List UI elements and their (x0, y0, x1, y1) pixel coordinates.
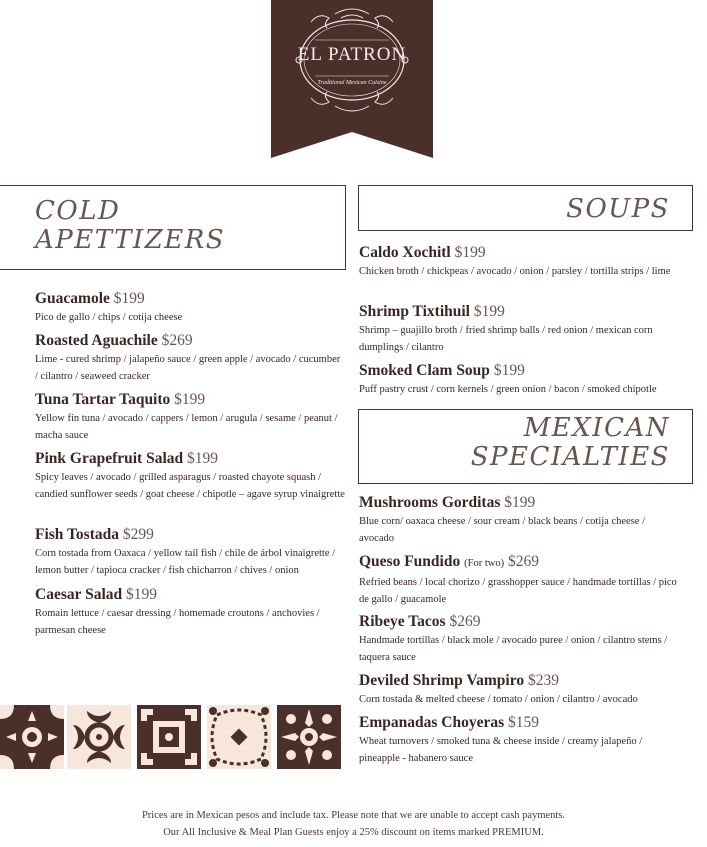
item-description: Chicken broth / chickpeas / avocado / onion / parsley / tortilla strips / lime (359, 266, 671, 277)
item-name: Guacamole (35, 290, 110, 307)
menu-item (359, 671, 679, 708)
item-name: Empanadas Choyeras (359, 714, 505, 731)
title-line: COLD (35, 196, 121, 226)
tile-pattern-icon (277, 705, 341, 769)
item-description: Lime - cured shrimp / jalapeño sauce / green apple / avocado / cucumber / cilantro / seaweed cracker (35, 354, 341, 382)
tile-pattern-icon (67, 705, 131, 769)
cold-appetizers-header (0, 185, 346, 270)
item-price: $239 (527, 672, 559, 689)
item-description: Refried beans / local chorizo / grasshopper sauce / handmade tortillas / pico de gallo / guacamole (359, 577, 677, 605)
item-price: $199 (454, 244, 486, 261)
menu-item (35, 390, 345, 444)
mexican-specialties-title (471, 414, 670, 472)
item-description: Yellow fin tuna / avocado / cappers / lemon / arugula / sesame / peanut / macha sauce (35, 413, 338, 441)
menu-item (359, 612, 679, 666)
item-name: Queso Fundido (359, 553, 461, 570)
tile-pattern-icon (137, 705, 201, 769)
item-price: $199 (126, 586, 158, 603)
item-price: $199 (473, 303, 505, 320)
menu-item (359, 243, 679, 280)
mexican-specialties-header (358, 409, 693, 484)
item-price: $159 (508, 714, 539, 731)
tile-pattern-icon (207, 705, 271, 769)
item-name: Smoked Clam Soup (359, 362, 490, 379)
soups-title: SOUPS (566, 194, 670, 224)
item-description: Romain lettuce / caesar dressing / homemade croutons / anchovies / parmesan cheese (35, 608, 320, 636)
item-name: Caldo Xochitl (359, 244, 451, 261)
item-description: Spicy leaves / avocado / grilled asparagus / roasted chayote squash / candied sunflower seeds / goat cheese / chipotle – agave syrup vinaigrette (35, 472, 345, 500)
item-price: $199 (187, 450, 219, 467)
item-description: Shrimp – guajillo broth / fried shrimp balls / red onion / mexican corn dumplings / cilantro (359, 325, 653, 353)
item-price: $269 (449, 613, 481, 630)
footer-line: Our All Inclusive & Meal Plan Guests enjoy a 25% discount on items marked PREMIUM. (163, 827, 544, 838)
item-name: Tuna Tartar Taquito (35, 391, 171, 408)
item-name: Ribeye Tacos (359, 613, 446, 630)
item-name: Caesar Salad (35, 586, 123, 603)
item-name: Mushrooms Gorditas (359, 494, 501, 511)
item-name: Deviled Shrimp Vampiro (359, 672, 525, 689)
menu-item (35, 525, 345, 579)
menu-item (35, 449, 345, 503)
item-price: $199 (504, 494, 536, 511)
menu-item (359, 302, 679, 356)
logo-emblem (271, 0, 433, 158)
item-description: Blue corn/ oaxaca cheese / sour cream / black beans / cotija cheese / avocado (359, 516, 645, 544)
soups-header (358, 185, 693, 231)
title-line: MEXICAN (523, 413, 670, 443)
menu-item (35, 289, 345, 326)
item-description: Puff pastry crust / corn kernels / green onion / bacon / smoked chipotle (359, 384, 657, 395)
item-name: Shrimp Tixtihuil (359, 303, 470, 320)
item-name: Pink Grapefruit Salad (35, 450, 184, 467)
item-price: $199 (113, 290, 145, 307)
menu-item (359, 713, 679, 767)
item-description: Corn tostada from Oaxaca / yellow tail fish / chile de árbol vinaigrette / lemon butter / tapioca cracker / fish chicharron / chives / onion (35, 548, 336, 576)
item-price: $199 (174, 391, 206, 408)
item-description: Handmade tortillas / black mole / avocado puree / onion / cilantro stems / taquera sauce (359, 635, 668, 663)
footer-line: Prices are in Mexican pesos and include tax. Please note that we are unable to accept cash payments. (141, 810, 566, 821)
menu-item (35, 585, 345, 639)
item-description: Pico de gallo / chips / cotija cheese (35, 312, 183, 323)
tile-pattern-icon (0, 705, 64, 769)
item-price: $269 (161, 332, 193, 349)
item-description: Wheat turnovers / smoked tuna & cheese inside / creamy jalapeño / pineapple - habanero sauce (359, 736, 643, 764)
item-price: $299 (122, 526, 154, 543)
menu-item (359, 552, 679, 608)
title-line: SPECIALTIES (470, 442, 670, 473)
menu-item (35, 331, 345, 385)
item-name: Roasted Aguachile (35, 332, 158, 349)
item-name: Fish Tostada (35, 526, 120, 543)
item-description: Corn tostada & melted cheese / tomato / onion / cilantro / avocado (359, 694, 638, 705)
item-price: $269 (507, 553, 539, 570)
menu-item (359, 361, 679, 398)
brand-tagline: Traditional Mexican Cuisine (317, 80, 387, 86)
title-line: APETTIZERS (35, 225, 226, 256)
brand-name: EL PATRON (297, 44, 407, 65)
logo-banner (271, 0, 433, 158)
cold-appetizers-title (35, 197, 225, 255)
menu-item (359, 493, 679, 547)
item-note: (For two) (464, 558, 505, 569)
item-price: $199 (493, 362, 525, 379)
footer-note (0, 807, 707, 841)
